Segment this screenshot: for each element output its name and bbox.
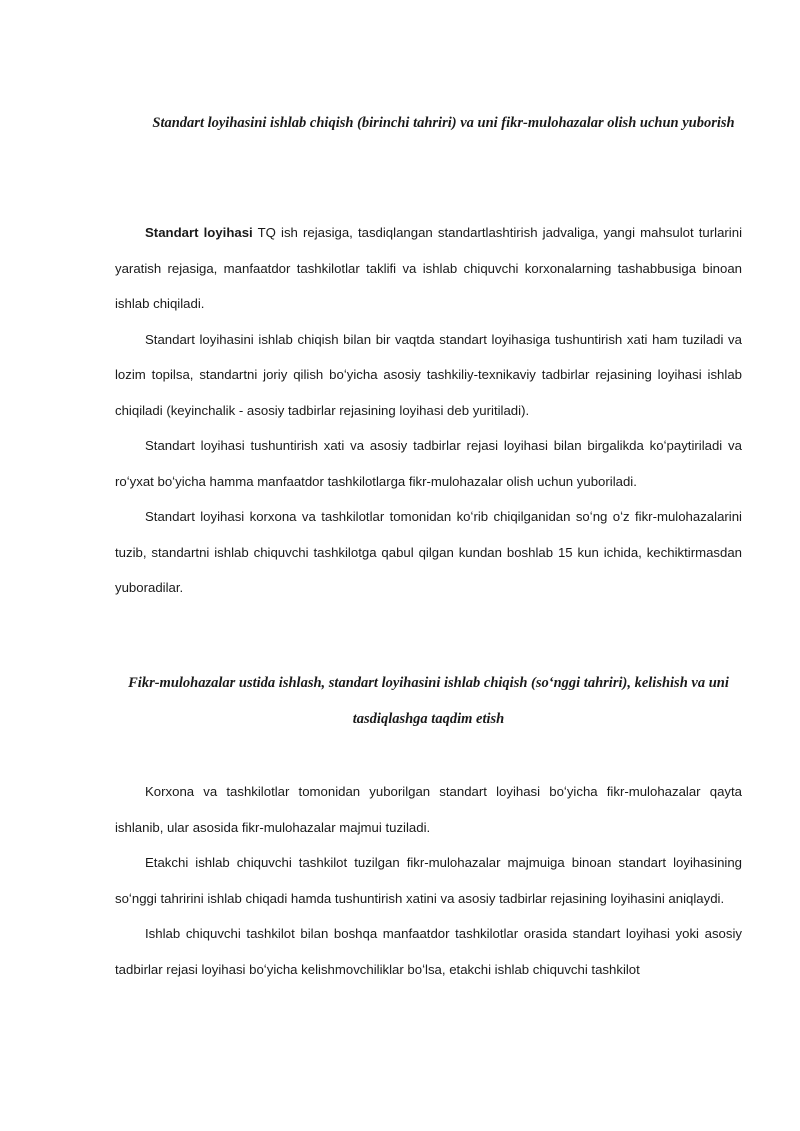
paragraph <box>115 215 742 322</box>
paragraph: Etakchi ishlab chiquvchi tashkilot tuzilgan fikr-mulohazalar majmuiga binoan standart loyihasining soʻnggi tahririni ishlab chiqadi hamda tushuntirish xatini va asosiy tadbirlar rejasining loyihasini aniqlaydi. <box>115 855 742 906</box>
paragraph: Standart loyihasini ishlab chiqish bilan bir vaqtda standart loyihasiga tushuntirish xati ham tuziladi va lozim topilsa, standartni joriy qilish boʻyicha asosiy tashkiliy-texnikaviy tadbirlar rejasining loyihasi ishlab chiqiladi (keyinchalik - asosiy tadbirlar rejasining loyihasi deb yuritiladi). <box>115 331 742 418</box>
section-heading-1: Standart loyihasini ishlab chiqish (birinchi tahriri) va uni fikr-mulohazalar olish uchun yuborish <box>152 115 735 131</box>
paragraph: Standart loyihasi korxona va tashkilotlar tomonidan koʻrib chiqilganidan soʻng oʻz fikr-mulohazalarini tuzib, standartni ishlab chiquvchi tashkilotga qabul qilgan kundan boshlab 15 kun ichida, kechiktirmasdan yuboradilar. <box>115 509 742 595</box>
section-heading-2: Fikr-mulohazalar ustida ishlash, standart loyihasini ishlab chiqish (soʻnggi tahriri), kelishish va uni tasdiqlashga taqdim etish <box>128 675 729 727</box>
section-1-body <box>115 215 742 606</box>
paragraph: Korxona va tashkilotlar tomonidan yuborilgan standart loyihasi boʻyicha fikr-mulohazalar qayta ishlanib, ular asosida fikr-mulohazalar majmui tuziladi. <box>115 784 742 835</box>
paragraph: Standart loyihasi tushuntirish xati va asosiy tadbirlar rejasi loyihasi bilan birgalikda koʻpaytiriladi va roʻyxat boʻyicha hamma manfaatdor tashkilotlarga fikr-mulohazalar olish uchun yuboriladi. <box>115 438 742 489</box>
paragraph-text: TQ ish rejasiga, tasdiqlangan standartlashtirish jadvaliga, yangi mahsulot turlarini yaratish rejasiga, manfaatdor tashkilotlar taklifi va ishlab chiquvchi korxonalarning tashabbusiga binoan ishlab chiqiladi. <box>115 225 742 311</box>
section-2-body <box>115 774 742 987</box>
term-bold: Standart loyihasi <box>145 225 253 240</box>
paragraph: Ishlab chiquvchi tashkilot bilan boshqa manfaatdor tashkilotlar orasida standart loyihasi yoki asosiy tadbirlar rejasi loyihasi boʻyicha kelishmovchiliklar boʻlsa, etakchi ishlab chiquvchi tashkilot <box>115 926 742 977</box>
